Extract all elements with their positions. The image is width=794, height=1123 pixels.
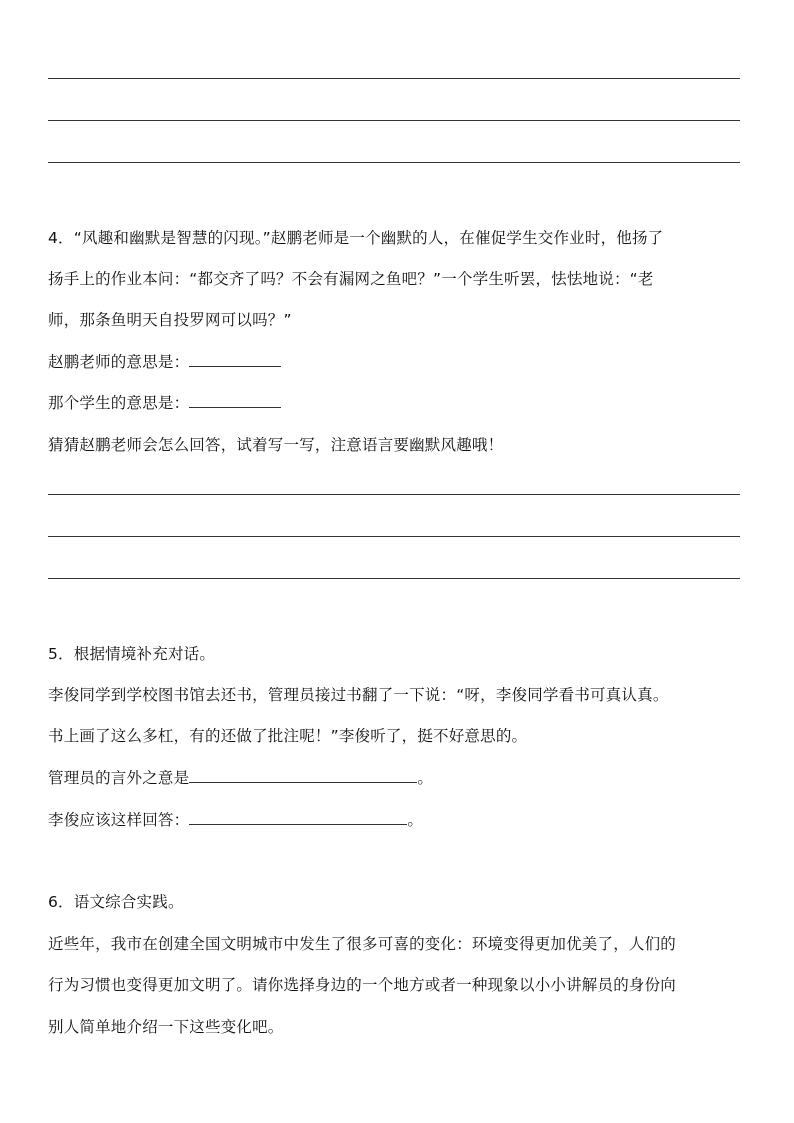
q6-text-line: 别人简单地介绍一下这些变化吧。 <box>48 1018 284 1036</box>
q5-text-line: 书上画了这么多杠，有的还做了批注呢！”李俊听了，挺不好意思的。 <box>48 727 528 745</box>
q6-text-line: 近些年，我市在创建全国文明城市中发生了很多可喜的变化：环境变得更加优美了，人们的 <box>48 935 677 953</box>
implied-meaning-blank[interactable] <box>189 768 417 783</box>
q4-teacher-meaning <box>48 352 281 372</box>
q5-text-line: 李俊同学到学校图书馆去还书，管理员接过书翻了一下说：“呀，李俊同学看书可真认真。 <box>48 686 669 704</box>
implied-meaning-label: 管理员的言外之意是 <box>48 769 190 787</box>
answer-line[interactable] <box>48 536 740 537</box>
teacher-meaning-label: 赵鹏老师的意思是： <box>48 353 190 371</box>
q5-title: 5．根据情境补充对话。 <box>48 645 216 663</box>
student-meaning-blank[interactable] <box>189 393 281 408</box>
reply-blank[interactable] <box>189 810 407 825</box>
q4-text-line: 4．“风趣和幽默是智慧的闪现。”赵鹏老师是一个幽默的人，在催促学生交作业时，他扬了 <box>48 229 664 247</box>
period: 。 <box>417 769 434 787</box>
q4-guess-prompt: 猜猜赵鹏老师会怎么回答，试着写一写，注意语言要幽默风趣哦！ <box>48 436 504 454</box>
q5-implied <box>48 768 433 788</box>
student-meaning-label: 那个学生的意思是： <box>48 394 190 412</box>
teacher-meaning-blank[interactable] <box>189 352 281 367</box>
answer-line[interactable] <box>48 494 740 495</box>
reply-label: 李俊应该这样回答： <box>48 811 190 829</box>
answer-line[interactable] <box>48 162 740 163</box>
period: 。 <box>407 811 424 829</box>
q4-text-line: 扬手上的作业本问：“都交齐了吗？不会有漏网之鱼吧？”一个学生听罢，怯怯地说：“老 <box>48 270 654 288</box>
q5-reply <box>48 810 423 830</box>
q4-text-line: 师，那条鱼明天自投罗网可以吗？” <box>48 311 292 329</box>
q6-text-line: 行为习惯也变得更加文明了。请你选择身边的一个地方或者一种现象以小小讲解员的身份向 <box>48 976 677 994</box>
answer-line[interactable] <box>48 120 740 121</box>
q4-student-meaning <box>48 393 281 413</box>
q6-title: 6．语文综合实践。 <box>48 893 184 911</box>
answer-line[interactable] <box>48 578 740 579</box>
answer-line[interactable] <box>48 78 740 79</box>
